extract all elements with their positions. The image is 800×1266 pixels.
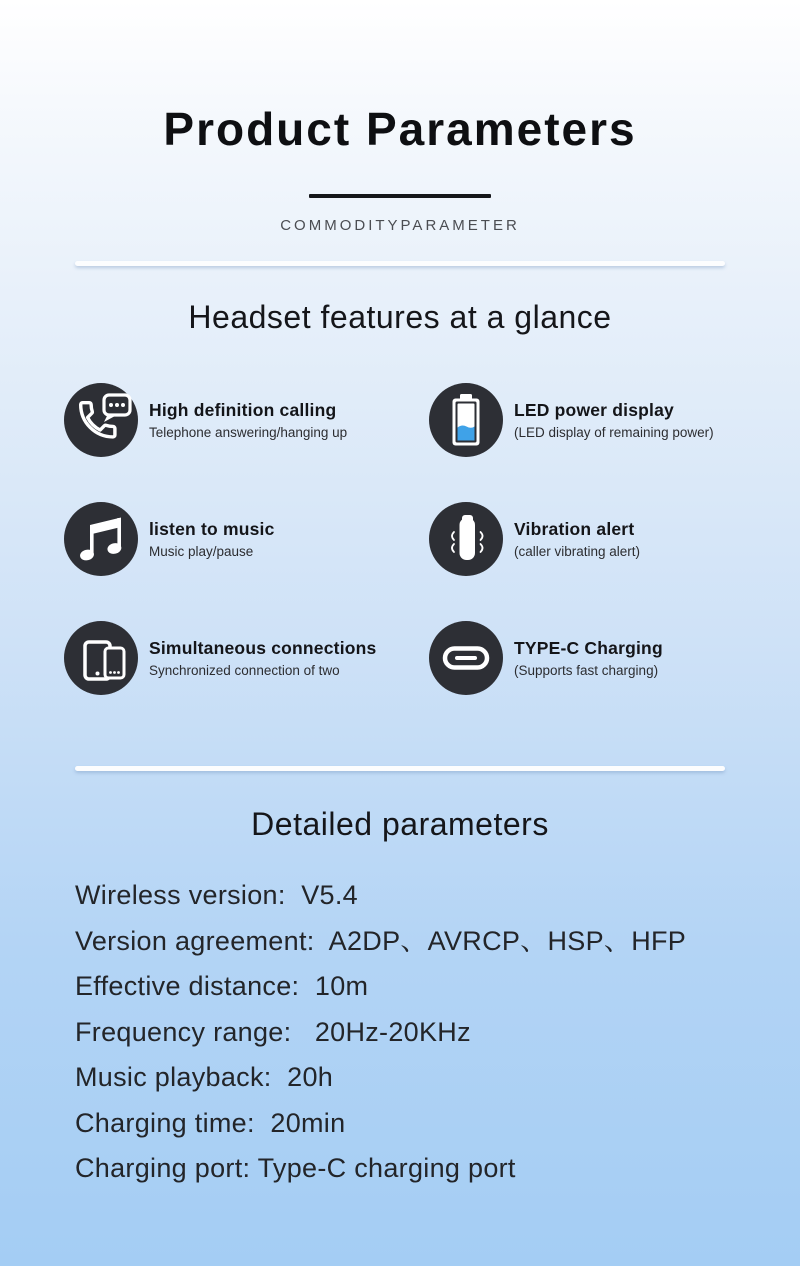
parameter-row-version-agreement: Version agreement: A2DP、AVRCP、HSP、HFP (75, 925, 687, 956)
parameter-row-charging-time: Charging time: 20min (75, 1107, 346, 1138)
title-underline (309, 194, 491, 198)
feature-title: TYPE-C Charging (514, 638, 663, 658)
section-divider (75, 766, 725, 771)
feature-text (514, 400, 714, 440)
section-divider (75, 261, 725, 266)
features-heading: Headset features at a glance (188, 299, 612, 335)
feature-subtitle: Synchronized connection of two (149, 663, 340, 678)
feature-text (514, 638, 663, 678)
feature-subtitle: (caller vibrating alert) (514, 544, 641, 559)
feature-subtitle: (LED display of remaining power) (514, 425, 714, 440)
features-grid (64, 383, 800, 695)
type-c-icon (429, 621, 503, 695)
battery-icon (429, 383, 503, 457)
parameter-row-charging-port: Charging port: Type-C charging port (75, 1153, 516, 1183)
feature-item-music (64, 502, 429, 576)
parameters-list (75, 873, 800, 1192)
feature-subtitle: Music play/pause (149, 544, 254, 559)
phone-call-icon (64, 383, 138, 457)
music-note-icon (64, 502, 138, 576)
parameter-row-music-playback: Music playback: 20h (75, 1062, 334, 1092)
feature-item-vibration (429, 502, 800, 576)
feature-text (149, 519, 275, 559)
page-title: Product Parameters (163, 103, 637, 155)
feature-title: LED power display (514, 400, 674, 420)
feature-item-dual-connection (64, 621, 429, 695)
feature-title: Vibration alert (514, 519, 635, 539)
feature-item-type-c (429, 621, 800, 695)
feature-subtitle: Telephone answering/hanging up (149, 425, 348, 440)
dual-phones-icon (64, 621, 138, 695)
feature-text (514, 519, 640, 559)
vibration-icon (429, 502, 503, 576)
feature-text (149, 638, 376, 678)
parameter-row-frequency-range: Frequency range: 20Hz-20KHz (75, 1016, 471, 1047)
page-subtitle: COMMODITYPARAMETER (280, 217, 520, 234)
feature-item-led-power (429, 383, 800, 457)
feature-item-calling (64, 383, 429, 457)
feature-text (149, 400, 347, 440)
feature-title: Simultaneous connections (149, 638, 377, 658)
feature-title: listen to music (149, 519, 275, 539)
parameter-row-wireless-version: Wireless version: V5.4 (75, 880, 358, 910)
feature-title: High definition calling (149, 400, 337, 420)
detailed-parameters-heading: Detailed parameters (251, 806, 549, 842)
feature-subtitle: (Supports fast charging) (514, 663, 659, 678)
parameter-row-effective-distance: Effective distance: 10m (75, 971, 369, 1001)
